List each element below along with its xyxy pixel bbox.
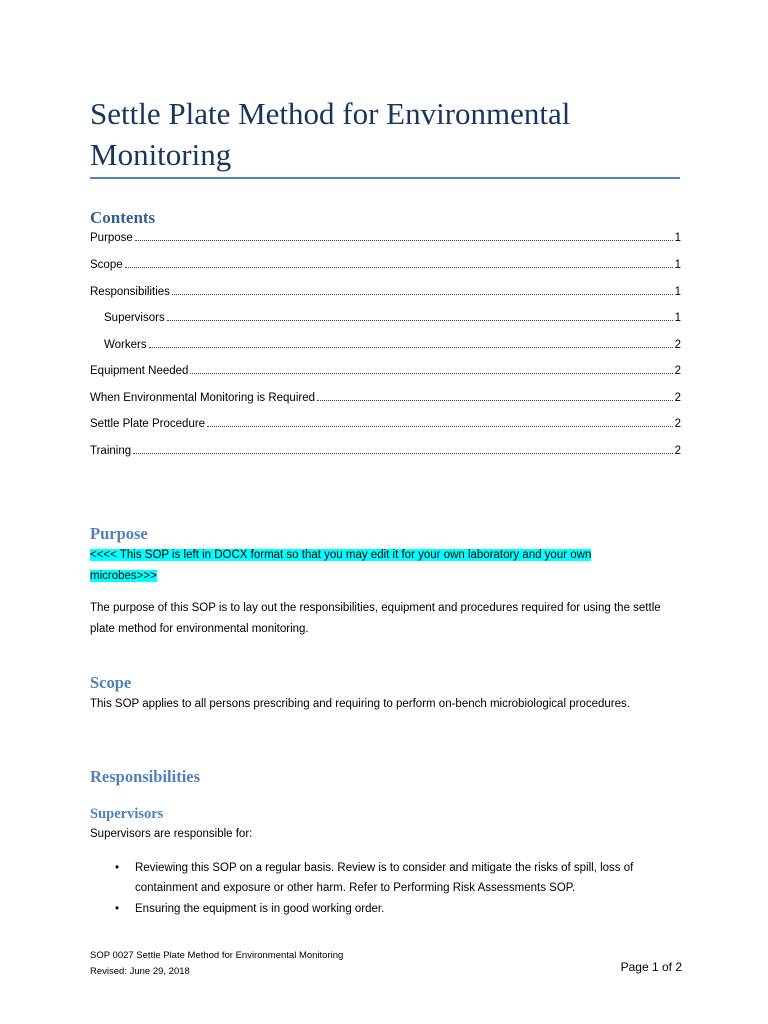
toc-entry-page: 1 bbox=[674, 286, 681, 298]
toc-entry-page: 2 bbox=[674, 365, 681, 377]
toc-entry-page: 2 bbox=[674, 445, 681, 457]
toc-leader-dots bbox=[135, 240, 673, 241]
toc-entry-page: 1 bbox=[674, 259, 681, 271]
footer-page-number: Page 1 of 2 bbox=[620, 960, 682, 974]
list-item: • Ensuring the equipment is in good working order. bbox=[90, 899, 690, 919]
toc-leader-dots bbox=[317, 400, 673, 401]
toc-entry[interactable] bbox=[90, 445, 681, 465]
footer-doc-line: SOP 0027 Settle Plate Method for Environmental Monitoring bbox=[90, 950, 344, 961]
toc-heading: Contents bbox=[90, 208, 156, 227]
toc-entry-label: Supervisors bbox=[104, 312, 165, 324]
toc-entry-label: When Environmental Monitoring is Required bbox=[90, 392, 315, 404]
toc-leader-dots bbox=[133, 453, 672, 454]
toc-entry-label: Purpose bbox=[90, 232, 133, 244]
toc-entry[interactable] bbox=[90, 286, 681, 306]
toc-leader-dots bbox=[190, 373, 672, 374]
bullet-icon: • bbox=[115, 903, 120, 915]
purpose-text: The purpose of this SOP is to lay out the responsibilities, equipment and procedures required for using the settle plate method for environmental monitoring. bbox=[90, 602, 661, 635]
toc-entry[interactable] bbox=[90, 365, 681, 385]
toc-entry-label: Scope bbox=[90, 259, 123, 271]
toc-entry-label: Responsibilities bbox=[90, 286, 170, 298]
toc-leader-dots bbox=[125, 267, 673, 268]
scope-text: This SOP applies to all persons prescribing and requiring to perform on-bench microbiological procedures. bbox=[90, 698, 630, 710]
toc-entry[interactable] bbox=[90, 392, 681, 412]
toc-entry-page: 2 bbox=[674, 418, 681, 430]
toc-entry[interactable] bbox=[90, 259, 681, 279]
toc-leader-dots bbox=[149, 347, 673, 348]
title-divider bbox=[90, 177, 680, 179]
toc-entry-page: 2 bbox=[674, 392, 681, 404]
scope-heading: Scope bbox=[90, 673, 132, 692]
responsibilities-heading: Responsibilities bbox=[90, 767, 201, 786]
bullet-icon: • bbox=[115, 862, 120, 874]
toc-entry-page: 1 bbox=[674, 232, 681, 244]
toc-entry-label: Equipment Needed bbox=[90, 365, 189, 377]
toc-entry[interactable] bbox=[90, 312, 681, 332]
purpose-heading: Purpose bbox=[90, 524, 148, 543]
toc-entry[interactable] bbox=[90, 339, 681, 359]
toc-entry[interactable] bbox=[90, 418, 681, 438]
toc-entry[interactable] bbox=[90, 232, 681, 252]
supervisors-heading: Supervisors bbox=[90, 806, 164, 822]
supervisors-intro: Supervisors are responsible for: bbox=[90, 828, 253, 840]
list-item: • Reviewing this SOP on a regular basis. Review is to consider and mitigate the risks of spill, loss of containment and exposure or other harm. Refer to Performing Risk Assessments SOP. bbox=[90, 858, 690, 898]
toc-entry-page: 1 bbox=[674, 312, 681, 324]
footer-doc-info bbox=[90, 948, 343, 980]
supervisors-bullet-list bbox=[90, 858, 690, 920]
toc-leader-dots bbox=[167, 320, 673, 321]
toc-entry-page: 2 bbox=[674, 339, 681, 351]
toc-entry-label: Workers bbox=[104, 339, 147, 351]
document-title: Settle Plate Method for Environmental Monitoring bbox=[90, 96, 571, 172]
toc-leader-dots bbox=[207, 426, 673, 427]
toc-entry-label: Settle Plate Procedure bbox=[90, 418, 206, 430]
toc-leader-dots bbox=[172, 294, 673, 295]
footer-revised: Revised: June 29, 2018 bbox=[90, 966, 190, 977]
purpose-note: <<<< This SOP is left in DOCX format so that you may edit it for your own laboratory and your own microbes>>> bbox=[90, 549, 592, 582]
toc-entry-label: Training bbox=[90, 445, 132, 457]
